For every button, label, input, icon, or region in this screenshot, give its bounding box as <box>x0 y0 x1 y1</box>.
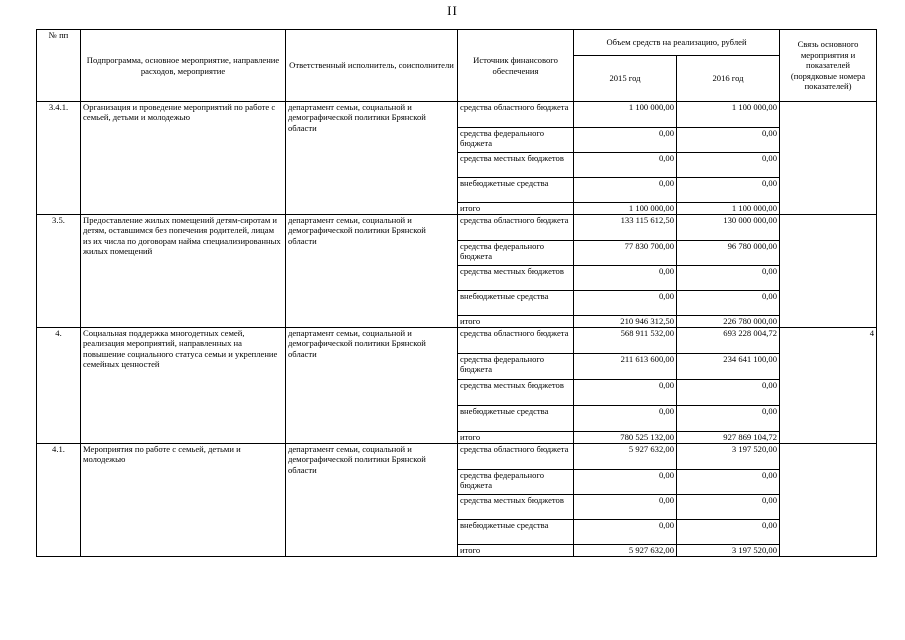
amount-2015: 77 830 700,00 <box>574 241 677 266</box>
total-2015: 5 927 632,00 <box>574 545 677 557</box>
funding-source: внебюджетные средства <box>458 178 574 203</box>
amount-2016: 0,00 <box>677 520 780 545</box>
total-label: итого <box>458 316 574 328</box>
header-link: Связь основного мероприятия и показателей (порядковые номера показателей) <box>780 30 877 102</box>
funding-source: средства областного бюджета <box>458 102 574 128</box>
indicator-link <box>780 215 877 328</box>
amount-2016: 0,00 <box>677 495 780 520</box>
amount-2015: 0,00 <box>574 470 677 495</box>
amount-2016: 0,00 <box>677 380 780 406</box>
amount-2015: 211 613 600,00 <box>574 354 677 380</box>
amount-2015: 0,00 <box>574 153 677 178</box>
amount-2015: 0,00 <box>574 291 677 316</box>
budget-table <box>36 29 877 557</box>
header-executor: Ответственный исполнитель, соисполнители <box>286 30 458 102</box>
funding-source: средства местных бюджетов <box>458 266 574 291</box>
total-label: итого <box>458 545 574 557</box>
table-header <box>37 30 877 102</box>
item-number: 3.5. <box>37 215 81 328</box>
item-name: Мероприятия по работе с семьей, детьми и молодежью <box>81 444 286 557</box>
amount-2016: 130 000 000,00 <box>677 215 780 241</box>
header-no: № пп <box>37 30 81 102</box>
total-2016: 927 869 104,72 <box>677 432 780 444</box>
funding-source: средства федерального бюджета <box>458 470 574 495</box>
header-source: Источник финансового обеспечения <box>458 30 574 102</box>
amount-2016: 0,00 <box>677 266 780 291</box>
item-name: Организация и проведение мероприятий по работе с семьей, детьми и молодежью <box>81 102 286 215</box>
item-name: Предоставление жилых помещений детям-сиротам и детям, оставшимся без попечения родителей, лицам из их числа по договорам найма специализированных жилых помещений <box>81 215 286 328</box>
funding-source: средства областного бюджета <box>458 328 574 354</box>
amount-2015: 0,00 <box>574 380 677 406</box>
total-2015: 780 525 132,00 <box>574 432 677 444</box>
amount-2016: 0,00 <box>677 406 780 432</box>
total-label: итого <box>458 203 574 215</box>
total-2015: 1 100 000,00 <box>574 203 677 215</box>
total-2016: 3 197 520,00 <box>677 545 780 557</box>
amount-2015: 568 911 532,00 <box>574 328 677 354</box>
item-executor: департамент семьи, социальной и демографической политики Брянской области <box>286 444 458 557</box>
amount-2016: 0,00 <box>677 178 780 203</box>
amount-2015: 0,00 <box>574 128 677 153</box>
amount-2015: 5 927 632,00 <box>574 444 677 470</box>
page-number: II <box>447 3 458 18</box>
amount-2016: 0,00 <box>677 128 780 153</box>
amount-2016: 96 780 000,00 <box>677 241 780 266</box>
funding-source: внебюджетные средства <box>458 291 574 316</box>
amount-2015: 133 115 612,50 <box>574 215 677 241</box>
amount-2015: 0,00 <box>574 178 677 203</box>
amount-2015: 0,00 <box>574 520 677 545</box>
amount-2016: 0,00 <box>677 470 780 495</box>
funding-source: средства местных бюджетов <box>458 380 574 406</box>
header-subprogram: Подпрограмма, основное мероприятие, направление расходов, мероприятие <box>81 30 286 102</box>
funding-source: внебюджетные средства <box>458 520 574 545</box>
amount-2015: 0,00 <box>574 266 677 291</box>
funding-source: средства федерального бюджета <box>458 354 574 380</box>
table-row <box>37 444 877 470</box>
item-executor: департамент семьи, социальной и демографической политики Брянской области <box>286 102 458 215</box>
funding-source: средства федерального бюджета <box>458 128 574 153</box>
total-2015: 210 946 312,50 <box>574 316 677 328</box>
table-row <box>37 102 877 128</box>
amount-2015: 0,00 <box>574 406 677 432</box>
item-number: 3.4.1. <box>37 102 81 215</box>
table-body <box>37 102 877 557</box>
total-2016: 1 100 000,00 <box>677 203 780 215</box>
amount-2016: 0,00 <box>677 153 780 178</box>
item-executor: департамент семьи, социальной и демографической политики Брянской области <box>286 328 458 444</box>
header-year-2016: 2016 год <box>677 56 780 102</box>
table-row <box>37 215 877 241</box>
amount-2016: 3 197 520,00 <box>677 444 780 470</box>
table-row <box>37 328 877 354</box>
item-name: Социальная поддержка многодетных семей, реализация мероприятий, направленных на повышение социального статуса семьи и укрепление семейных ценностей <box>81 328 286 444</box>
item-number: 4.1. <box>37 444 81 557</box>
funding-source: средства местных бюджетов <box>458 495 574 520</box>
item-executor: департамент семьи, социальной и демографической политики Брянской области <box>286 215 458 328</box>
amount-2015: 0,00 <box>574 495 677 520</box>
item-number: 4. <box>37 328 81 444</box>
header-volume: Объем средств на реализацию, рублей <box>574 30 780 56</box>
header-year-2015: 2015 год <box>574 56 677 102</box>
amount-2015: 1 100 000,00 <box>574 102 677 128</box>
funding-source: средства местных бюджетов <box>458 153 574 178</box>
amount-2016: 0,00 <box>677 291 780 316</box>
funding-source: внебюджетные средства <box>458 406 574 432</box>
indicator-link: 4 <box>780 328 877 444</box>
amount-2016: 234 641 100,00 <box>677 354 780 380</box>
indicator-link <box>780 102 877 215</box>
total-label: итого <box>458 432 574 444</box>
total-2016: 226 780 000,00 <box>677 316 780 328</box>
funding-source: средства областного бюджета <box>458 215 574 241</box>
funding-source: средства областного бюджета <box>458 444 574 470</box>
funding-source: средства федерального бюджета <box>458 241 574 266</box>
indicator-link <box>780 444 877 557</box>
amount-2016: 1 100 000,00 <box>677 102 780 128</box>
amount-2016: 693 228 004,72 <box>677 328 780 354</box>
